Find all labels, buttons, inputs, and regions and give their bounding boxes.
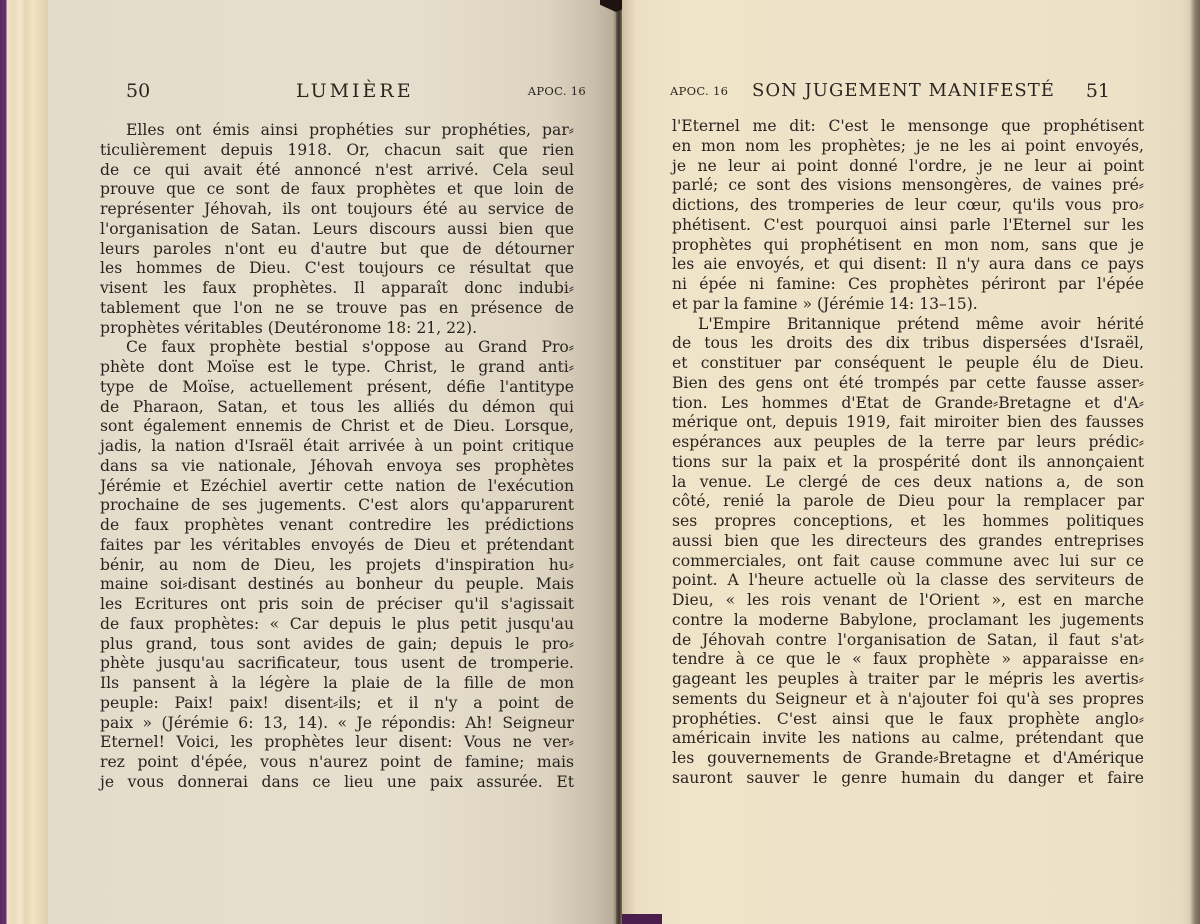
right-page-header xyxy=(652,80,1122,106)
book-right-edge xyxy=(1190,0,1200,924)
text-line: sont également ennemis de Christ et de Dieu. Lorsque, xyxy=(100,417,574,436)
text-line: tion. Les hommes d'Etat de Grande⸗Bretagne et d'A⸗ xyxy=(672,393,1144,412)
text-line: mérique ont, depuis 1919, fait miroiter bien des fausses xyxy=(672,413,1144,432)
page-number: 50 xyxy=(126,80,151,102)
text-line: de Jéhovah contre l'organisation de Satan, il faut s'at⸗ xyxy=(672,630,1144,649)
text-line: l'Eternel me dit: C'est le mensonge que prophétisent xyxy=(672,117,1144,135)
text-line: Dieu, « les rois venant de l'Orient », est en marche xyxy=(672,591,1144,609)
running-title: LUMIÈRE xyxy=(296,80,414,102)
text-line: de faux prophètes: « Car depuis le plus petit jusqu'au xyxy=(100,614,574,633)
text-line: point. A l'heure actuelle où la classe des serviteurs de xyxy=(672,571,1144,590)
text-line: ni épée ni famine: Ces prophètes périront par l'épée xyxy=(672,275,1144,293)
text-line: côté, renié la parole de Dieu pour la remplacer par xyxy=(672,492,1144,511)
text-line: l'organisation de Satan. Leurs discours aussi bien que xyxy=(100,219,574,238)
text-line: plus grand, tous sont avides de gain; depuis le pro⸗ xyxy=(100,634,574,653)
text-line: ticulièrement depuis 1918. Or, chacun sait que rien xyxy=(100,140,574,159)
text-line: prophéties. C'est ainsi que le faux prophète anglo⸗ xyxy=(672,709,1144,728)
text-line: ses propres conceptions, et les hommes politiques xyxy=(672,512,1144,530)
right-page xyxy=(622,0,1190,924)
text-line: dans sa vie nationale, Jéhovah envoya ses prophètes xyxy=(100,456,574,475)
text-line: commerciales, ont fait cause commune avec lui sur ce xyxy=(672,551,1144,570)
chapter-reference: APOC. 16 xyxy=(670,84,729,98)
right-page-body xyxy=(672,117,1144,789)
text-line: de Pharaon, Satan, et tous les alliés du démon qui xyxy=(100,397,574,416)
text-line: Jérémie et Ezéchiel avertir cette nation de l'exécution xyxy=(100,476,574,495)
text-line: la venue. Le clergé de ces deux nations a, de son xyxy=(672,472,1144,491)
text-line: Ils pansent à la légère la plaie de la fille de mon xyxy=(100,674,574,692)
text-line: tablement que l'on ne se trouve pas en présence de xyxy=(100,298,574,317)
text-line: phète jusqu'au sacrificateur, tous usent de tromperie. xyxy=(100,654,574,673)
text-line: phète dont Moïse est le type. Christ, le grand anti⸗ xyxy=(100,358,574,376)
text-line: et par la famine » (Jérémie 14: 13–15). xyxy=(672,294,978,313)
text-line: de faux prophètes venant contredire les prédictions xyxy=(100,516,574,534)
text-line: et constituer par conséquent le peuple élu de Dieu. xyxy=(672,354,1144,372)
text-line: de ce qui avait été annoncé n'est arrivé. Cela seul xyxy=(100,160,574,179)
text-line: je ne leur ai point donné l'ordre, je ne leur ai point xyxy=(672,156,1144,175)
text-line: les gouvernements de Grande⸗Bretagne et d'Amérique xyxy=(672,749,1144,767)
text-line: représenter Jéhovah, ils ont toujours été au service de xyxy=(100,200,574,218)
text-line: Bien des gens ont été trompés par cette fausse asser⸗ xyxy=(672,373,1144,392)
text-line: tions sur la paix et la prospérité dont ils annonçaient xyxy=(672,452,1144,471)
text-line: sauront sauver le genre humain du danger et faire xyxy=(672,768,1144,787)
text-line: jadis, la nation d'Israël était arrivée à un point critique xyxy=(100,437,574,455)
text-line: Eternel! Voici, les prophètes leur disent: Vous ne ver⸗ xyxy=(100,733,574,752)
text-line: contre la moderne Babylone, proclamant les jugements xyxy=(672,610,1144,629)
text-line: les Ecritures ont pris soin de préciser qu'il s'agissait xyxy=(100,595,574,613)
text-line: prophètes qui prophétisent en mon nom, sans que je xyxy=(672,235,1144,254)
text-line: leurs paroles n'ont eu d'autre but que de détourner xyxy=(100,239,574,258)
text-line: les aie envoyés, et qui disent: Il n'y aura dans ce pays xyxy=(672,255,1144,274)
text-line: espérances aux peuples de la terre par leurs prédic⸗ xyxy=(672,433,1144,451)
text-line: type de Moïse, actuellement présent, défie l'antitype xyxy=(100,377,574,396)
text-line: prouve que ce sont de faux prophètes et que loin de xyxy=(100,180,574,199)
page-number: 51 xyxy=(1085,80,1110,102)
text-line: aussi bien que les directeurs des grandes entreprises xyxy=(672,531,1144,550)
text-line: américain invite les nations au calme, prétendant que xyxy=(672,729,1144,748)
text-line: je vous donnerai dans ce lieu une paix assurée. Et xyxy=(100,772,574,791)
text-line: Elles ont émis ainsi prophéties sur prophéties, par⸗ xyxy=(126,121,574,139)
text-line: phétisent. C'est pourquoi ainsi parle l'Eternel sur les xyxy=(672,215,1144,234)
text-line: de tous les droits des dix tribus dispersées d'Israël, xyxy=(672,334,1144,353)
text-line: dictions, des tromperies de leur cœur, qu'ils vous pro⸗ xyxy=(672,196,1144,214)
text-line: gageant les peuples à traiter par le mépris les avertis⸗ xyxy=(672,670,1144,688)
text-line: parlé; ce sont des visions mensongères, de vaines pré⸗ xyxy=(672,176,1144,195)
text-line: Ce faux prophète bestial s'oppose au Grand Pro⸗ xyxy=(126,338,574,357)
book-page-edges xyxy=(0,0,48,924)
chapter-reference: APOC. 16 xyxy=(527,84,586,98)
text-line: bénir, au nom de Dieu, les projets d'inspiration hu⸗ xyxy=(100,555,574,574)
text-line: prochaine de ses jugements. C'est alors qu'apparurent xyxy=(100,496,574,515)
text-line: sements du Seigneur et à n'ajouter foi qu'à ses propres xyxy=(672,689,1144,708)
text-line: prophètes véritables (Deutéronome 18: 21, 22). xyxy=(100,318,478,337)
text-line: L'Empire Britannique prétend même avoir hérité xyxy=(698,314,1144,333)
text-line: tendre à ce que le « faux prophète » apparaisse en⸗ xyxy=(672,650,1144,669)
left-page-body xyxy=(100,121,574,793)
book-cover-corner xyxy=(622,914,662,924)
text-line: maine soi⸗disant destinés au bonheur du peuple. Mais xyxy=(100,575,574,594)
text-line: paix » (Jérémie 6: 13, 14). « Je répondis: Ah! Seigneur xyxy=(100,713,574,732)
text-line: rez point d'épée, vous n'aurez point de famine; mais xyxy=(100,753,574,771)
text-line: en mon nom les prophètes; je ne les ai point envoyés, xyxy=(672,136,1144,155)
left-page xyxy=(48,0,616,924)
running-title: SON JUGEMENT MANIFESTÉ xyxy=(752,80,1055,101)
text-line: faites par les véritables envoyés de Dieu et prétendant xyxy=(100,535,574,554)
text-line: les hommes de Dieu. C'est toujours ce résultat que xyxy=(100,259,574,278)
left-page-header xyxy=(126,80,586,106)
text-line: peuple: Paix! paix! disent⸗ils; et il n'y a point de xyxy=(100,693,574,712)
text-line: visent les faux prophètes. Il apparaît donc indubi⸗ xyxy=(100,279,574,297)
